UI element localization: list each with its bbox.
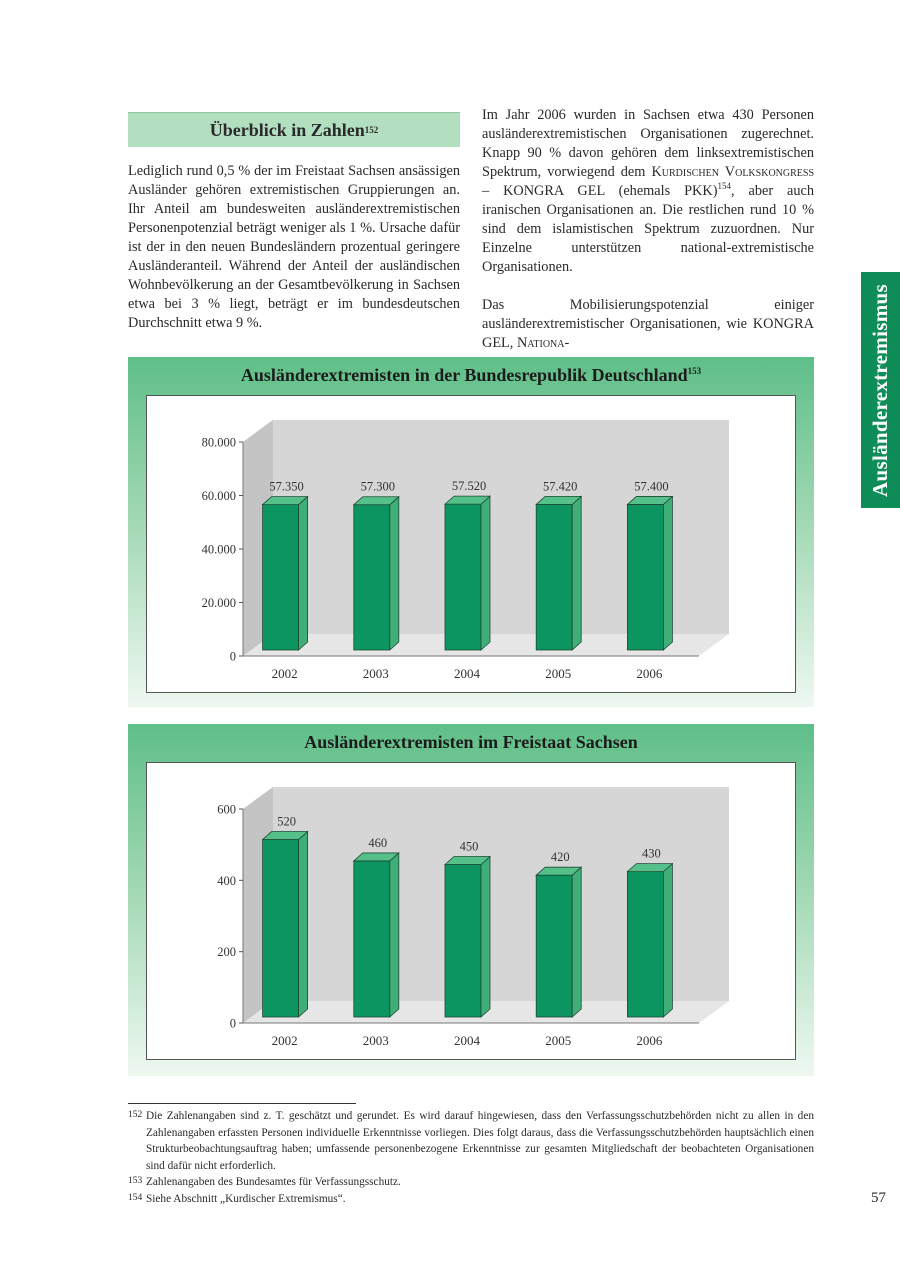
x-tick-label-2003: 2003 xyxy=(362,666,389,681)
data-label-2003: 57.300 xyxy=(360,479,395,494)
right-column xyxy=(482,106,814,372)
right-p1-text-c: , aber auch iranischen Organisationen an. Die restlichen rund 10 % sind dem islamistischen Spektrum zuzuordnen. Nur Einzelne unterstützen national-extremistische Organisationen. xyxy=(482,183,814,275)
overview-title: Überblick in Zahlen xyxy=(209,119,365,140)
right-p1-text-a: Im Jahr 2006 wurden in Sachsen etwa 430 Personen ausländerextremistischen Organisationen zugerechnet. Knapp 90 % davon gehören dem linksextremistischen Spektrum, vorwiegend dem xyxy=(482,107,814,180)
bar-2006 xyxy=(627,872,663,1017)
right-p2-text-a: Das Mobilisierungspotenzial einiger ausländerextremistischer Organisationen, wie KONGRA GEL, xyxy=(482,297,814,351)
bar-2003 xyxy=(354,505,390,650)
y-tick-label: 40.000 xyxy=(201,542,236,557)
footnote-divider xyxy=(128,1103,356,1104)
bar-chart-germany xyxy=(147,396,795,692)
bar-side-2002 xyxy=(299,832,308,1017)
left-column xyxy=(128,162,460,352)
bar-2002 xyxy=(263,505,299,650)
bar-2004 xyxy=(445,504,481,650)
chart-box-germany xyxy=(146,395,796,693)
x-tick-label-2004: 2004 xyxy=(454,1033,480,1048)
bar-side-2006 xyxy=(663,496,672,650)
right-p1-ref: 154 xyxy=(717,181,731,192)
chart-panel-germany xyxy=(128,357,814,707)
footnote-text: Die Zahlenangaben sind z. T. geschätzt und gerundet. Es wird darauf hingewiesen, dass den Verfassungsschutzbehörden nicht zu allen in den Zahlenangaben erfassten Personen individuelle Erkenntnisse vorliegen. Dies folgt daraus, dass die Verfassungsschutzbehörden hauptsächlich einen Strukturbeobachtungsauftrag haben; umfassende personenbezogene Erkenntnisse zur gesamten Mitgliedschaft der beobachteten Organisationen sind dafür nicht erforderlich. xyxy=(146,1110,814,1172)
right-p1-text-b: – KONGRA GEL (ehemals PKK) xyxy=(482,183,718,199)
x-tick-label-2002: 2002 xyxy=(271,666,298,681)
footnote-num: 154 xyxy=(128,1192,143,1203)
chart-box-saxony xyxy=(146,762,796,1060)
footnote-152 xyxy=(128,1108,814,1174)
data-label-2005: 57.420 xyxy=(543,479,578,494)
bar-side-2006 xyxy=(663,864,672,1017)
data-label-2004: 450 xyxy=(459,839,479,854)
footnote-num: 153 xyxy=(128,1176,143,1186)
bar-side-2003 xyxy=(390,497,399,650)
data-label-2002: 57.350 xyxy=(269,479,304,494)
section-tab xyxy=(861,272,900,508)
bar-side-2005 xyxy=(572,867,581,1017)
right-p2-smallcaps: Nationa- xyxy=(516,335,570,351)
bar-2004 xyxy=(445,865,481,1018)
footnote-text: Siehe Abschnitt „Kurdischer Extremismus“. xyxy=(146,1192,346,1205)
footnotes xyxy=(128,1108,814,1207)
bar-2003 xyxy=(354,861,390,1017)
bar-2002 xyxy=(263,840,299,1017)
bar-2006 xyxy=(627,504,663,650)
y-tick-label: 0 xyxy=(229,649,236,664)
data-label-2006: 57.400 xyxy=(634,479,669,494)
bar-side-2005 xyxy=(572,496,581,650)
footnote-154 xyxy=(128,1191,814,1208)
bar-2005 xyxy=(536,875,572,1017)
x-tick-label-2005: 2005 xyxy=(545,1033,572,1048)
chart-panel-saxony xyxy=(128,724,814,1076)
y-tick-label: 0 xyxy=(229,1016,236,1031)
x-tick-label-2006: 2006 xyxy=(636,1033,663,1048)
x-tick-label-2005: 2005 xyxy=(545,666,572,681)
data-label-2005: 420 xyxy=(550,850,570,865)
x-tick-label-2003: 2003 xyxy=(362,1033,389,1048)
chart-title-germany-text: Ausländerextremisten in der Bundesrepublik Deutschland xyxy=(240,365,688,385)
footnote-num: 152 xyxy=(128,1110,143,1120)
y-tick-label: 60.000 xyxy=(201,489,236,503)
x-tick-label-2002: 2002 xyxy=(271,1033,298,1048)
data-label-2002: 520 xyxy=(277,814,296,829)
y-tick-label: 80.000 xyxy=(201,435,236,450)
chart-title-germany-ref: 153 xyxy=(687,366,702,376)
data-label-2006: 430 xyxy=(642,846,661,861)
footnote-153 xyxy=(128,1174,814,1191)
bar-side-2002 xyxy=(299,497,308,650)
right-paragraph-2 xyxy=(482,296,814,353)
right-p1-smallcaps: Kurdischen Volkskongress xyxy=(651,164,815,180)
data-label-2003: 460 xyxy=(368,835,388,850)
bar-side-2003 xyxy=(390,853,399,1017)
bar-2005 xyxy=(536,504,572,650)
bar-side-2004 xyxy=(481,496,490,650)
y-tick-label: 20.000 xyxy=(201,596,236,610)
y-tick-label: 400 xyxy=(217,873,236,888)
x-tick-label-2006: 2006 xyxy=(636,666,663,681)
data-label-2004: 57.520 xyxy=(451,479,487,494)
section-tab-label: Ausländerextremismus xyxy=(868,283,892,497)
left-paragraph: Lediglich rund 0,5 % der im Freistaat Sachsen ansässigen Ausländer gehören extremistischen Gruppierungen an. Ihr Anteil am bundesweiten ausländerextremistischen Personenpotenzial beträgt weniger als 1 %. Ursache dafür ist der in den neuen Bundesländern prozentual geringere Ausländeranteil. Während der Anteil der ausländischen Wohnbevölkerung an der Gesamtbevölkerung in Sachsen etwa bei 3 % liegt, beträgt er im bundesdeutschen Durchschnitt etwa 9 %. xyxy=(128,163,460,331)
y-tick-label: 600 xyxy=(217,802,236,817)
chart-title-germany xyxy=(128,365,814,386)
right-paragraph-1 xyxy=(482,106,814,277)
page-number: 57 xyxy=(871,1190,886,1206)
x-tick-label-2004: 2004 xyxy=(454,666,480,681)
overview-heading: Überblick in Zahlen 152 xyxy=(128,112,460,147)
y-tick-label: 200 xyxy=(217,945,236,960)
footnote-text: Zahlenangaben des Bundesamtes für Verfassungsschutz. xyxy=(146,1176,401,1188)
chart-title-saxony: Ausländerextremisten im Freistaat Sachsen xyxy=(304,732,638,752)
bar-chart-saxony xyxy=(147,763,795,1059)
bar-side-2004 xyxy=(481,857,490,1018)
